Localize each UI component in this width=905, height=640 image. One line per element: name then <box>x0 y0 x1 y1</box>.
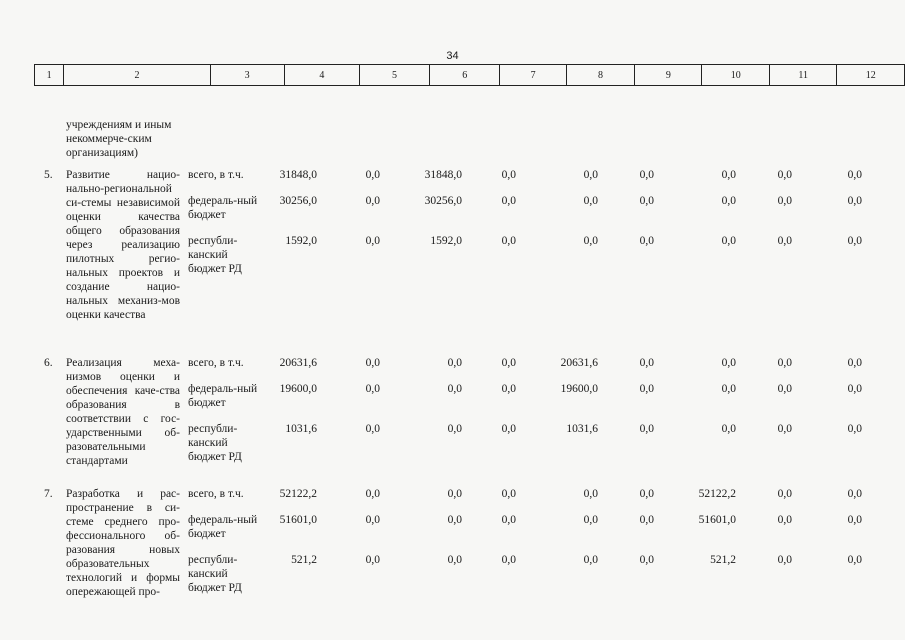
measure-description: Реализация меха-низмов оценки и обеспечения каче-ства образования в соответствии с гос-ударственными об-разовательными стандартами <box>66 357 180 467</box>
amount-cell-col-11: 0,0 <box>777 357 792 369</box>
header-col-6: 6 <box>430 65 500 86</box>
amount-cell-col-9: 0,0 <box>639 169 654 181</box>
amount-cell-col-4: 20631,6 <box>279 357 317 369</box>
amount-cell-col-6: 31848,0 <box>424 169 462 181</box>
amount-cell-col-12: 0,0 <box>847 235 862 247</box>
funding-source: федераль-ный бюджет <box>188 383 258 409</box>
amount-cell-col-6: 30256,0 <box>424 195 462 207</box>
amount-cell-col-8: 0,0 <box>583 554 598 566</box>
amount-cell-col-5: 0,0 <box>365 383 380 395</box>
amount-cell-col-7: 0,0 <box>501 169 516 181</box>
funding-source: республи-канский бюджет РД <box>188 554 242 594</box>
amount-cell-col-10: 521,2 <box>710 554 736 566</box>
amount-cell-col-7: 0,0 <box>501 357 516 369</box>
amount-cell-col-9: 0,0 <box>639 423 654 435</box>
funding-source: федераль-ный бюджет <box>188 195 258 221</box>
amount-cell-col-7: 0,0 <box>501 488 516 500</box>
amount-cell-col-5: 0,0 <box>365 169 380 181</box>
amount-cell-col-7: 0,0 <box>501 235 516 247</box>
header-col-8: 8 <box>566 65 634 86</box>
column-number-header <box>34 64 905 86</box>
header-col-1: 1 <box>35 65 64 86</box>
measure-description: Развитие нацио-нально-региональной си-стемы независимой оценки качества общего образования через реализацию пилотных регио-нальных проектов и создание нацио-нальных механиз-мов оценки качества <box>66 169 180 321</box>
amount-cell-col-7: 0,0 <box>501 554 516 566</box>
amount-cell-col-11: 0,0 <box>777 554 792 566</box>
amount-cell-col-10: 52122,2 <box>698 488 736 500</box>
amount-cell-col-8: 0,0 <box>583 195 598 207</box>
amount-cell-col-5: 0,0 <box>365 235 380 247</box>
amount-cell-col-11: 0,0 <box>777 169 792 181</box>
amount-cell-col-11: 0,0 <box>777 195 792 207</box>
amount-cell-col-10: 0,0 <box>721 169 736 181</box>
amount-cell-col-7: 0,0 <box>501 195 516 207</box>
continuation-text: учреждениям и иным некоммерче-ским организациям) <box>66 119 172 159</box>
amount-cell-col-10: 0,0 <box>721 235 736 247</box>
amount-cell-col-12: 0,0 <box>847 423 862 435</box>
amount-cell-col-12: 0,0 <box>847 554 862 566</box>
amount-cell-col-9: 0,0 <box>639 357 654 369</box>
amount-cell-col-6: 1592,0 <box>430 235 462 247</box>
header-col-5: 5 <box>359 65 429 86</box>
funding-source: всего, в т.ч. <box>188 357 244 369</box>
row-number: 5. <box>44 169 53 181</box>
amount-cell-col-6: 0,0 <box>447 423 462 435</box>
funding-source: республи-канский бюджет РД <box>188 423 242 463</box>
header-col-4: 4 <box>284 65 359 86</box>
amount-cell-col-9: 0,0 <box>639 235 654 247</box>
amount-cell-col-10: 0,0 <box>721 383 736 395</box>
amount-cell-col-9: 0,0 <box>639 195 654 207</box>
header-col-9: 9 <box>635 65 702 86</box>
amount-cell-col-8: 0,0 <box>583 235 598 247</box>
amount-cell-col-5: 0,0 <box>365 554 380 566</box>
amount-cell-col-4: 30256,0 <box>279 195 317 207</box>
amount-cell-col-4: 521,2 <box>291 554 317 566</box>
amount-cell-col-12: 0,0 <box>847 383 862 395</box>
amount-cell-col-9: 0,0 <box>639 383 654 395</box>
amount-cell-col-12: 0,0 <box>847 488 862 500</box>
amount-cell-col-8: 0,0 <box>583 169 598 181</box>
amount-cell-col-11: 0,0 <box>777 488 792 500</box>
page-number: 34 <box>446 50 459 62</box>
amount-cell-col-7: 0,0 <box>501 383 516 395</box>
amount-cell-col-8: 0,0 <box>583 488 598 500</box>
amount-cell-col-4: 19600,0 <box>279 383 317 395</box>
amount-cell-col-9: 0,0 <box>639 488 654 500</box>
amount-cell-col-8: 0,0 <box>583 514 598 526</box>
amount-cell-col-5: 0,0 <box>365 357 380 369</box>
amount-cell-col-6: 0,0 <box>447 514 462 526</box>
funding-source: федераль-ный бюджет <box>188 514 258 540</box>
funding-source: всего, в т.ч. <box>188 488 244 500</box>
amount-cell-col-4: 52122,2 <box>279 488 317 500</box>
amount-cell-col-12: 0,0 <box>847 514 862 526</box>
amount-cell-col-4: 1592,0 <box>285 235 317 247</box>
amount-cell-col-6: 0,0 <box>447 488 462 500</box>
amount-cell-col-8: 19600,0 <box>560 383 598 395</box>
amount-cell-col-4: 31848,0 <box>279 169 317 181</box>
amount-cell-col-5: 0,0 <box>365 195 380 207</box>
amount-cell-col-9: 0,0 <box>639 514 654 526</box>
amount-cell-col-4: 1031,6 <box>285 423 317 435</box>
amount-cell-col-10: 51601,0 <box>698 514 736 526</box>
amount-cell-col-4: 51601,0 <box>279 514 317 526</box>
amount-cell-col-12: 0,0 <box>847 169 862 181</box>
amount-cell-col-11: 0,0 <box>777 514 792 526</box>
measure-description: Разработка и рас-пространение в си-стеме среднего про-фессионального об-разования новых образовательных технологий и формы опережающей про- <box>66 488 180 598</box>
amount-cell-col-11: 0,0 <box>777 235 792 247</box>
header-col-12: 12 <box>837 65 905 86</box>
header-col-2: 2 <box>64 65 210 86</box>
row-number: 6. <box>44 357 53 369</box>
header-col-10: 10 <box>702 65 769 86</box>
amount-cell-col-5: 0,0 <box>365 488 380 500</box>
amount-cell-col-10: 0,0 <box>721 357 736 369</box>
header-col-7: 7 <box>500 65 566 86</box>
header-col-11: 11 <box>769 65 836 86</box>
amount-cell-col-11: 0,0 <box>777 423 792 435</box>
amount-cell-col-11: 0,0 <box>777 383 792 395</box>
funding-source: республи-канский бюджет РД <box>188 235 242 275</box>
amount-cell-col-10: 0,0 <box>721 195 736 207</box>
amount-cell-col-5: 0,0 <box>365 514 380 526</box>
amount-cell-col-8: 1031,6 <box>566 423 598 435</box>
amount-cell-col-12: 0,0 <box>847 357 862 369</box>
header-col-3: 3 <box>210 65 284 86</box>
amount-cell-col-6: 0,0 <box>447 383 462 395</box>
row-number: 7. <box>44 488 53 500</box>
amount-cell-col-10: 0,0 <box>721 423 736 435</box>
amount-cell-col-6: 0,0 <box>447 554 462 566</box>
amount-cell-col-5: 0,0 <box>365 423 380 435</box>
amount-cell-col-7: 0,0 <box>501 514 516 526</box>
amount-cell-col-8: 20631,6 <box>560 357 598 369</box>
amount-cell-col-12: 0,0 <box>847 195 862 207</box>
amount-cell-col-9: 0,0 <box>639 554 654 566</box>
amount-cell-col-7: 0,0 <box>501 423 516 435</box>
amount-cell-col-6: 0,0 <box>447 357 462 369</box>
funding-source: всего, в т.ч. <box>188 169 244 181</box>
